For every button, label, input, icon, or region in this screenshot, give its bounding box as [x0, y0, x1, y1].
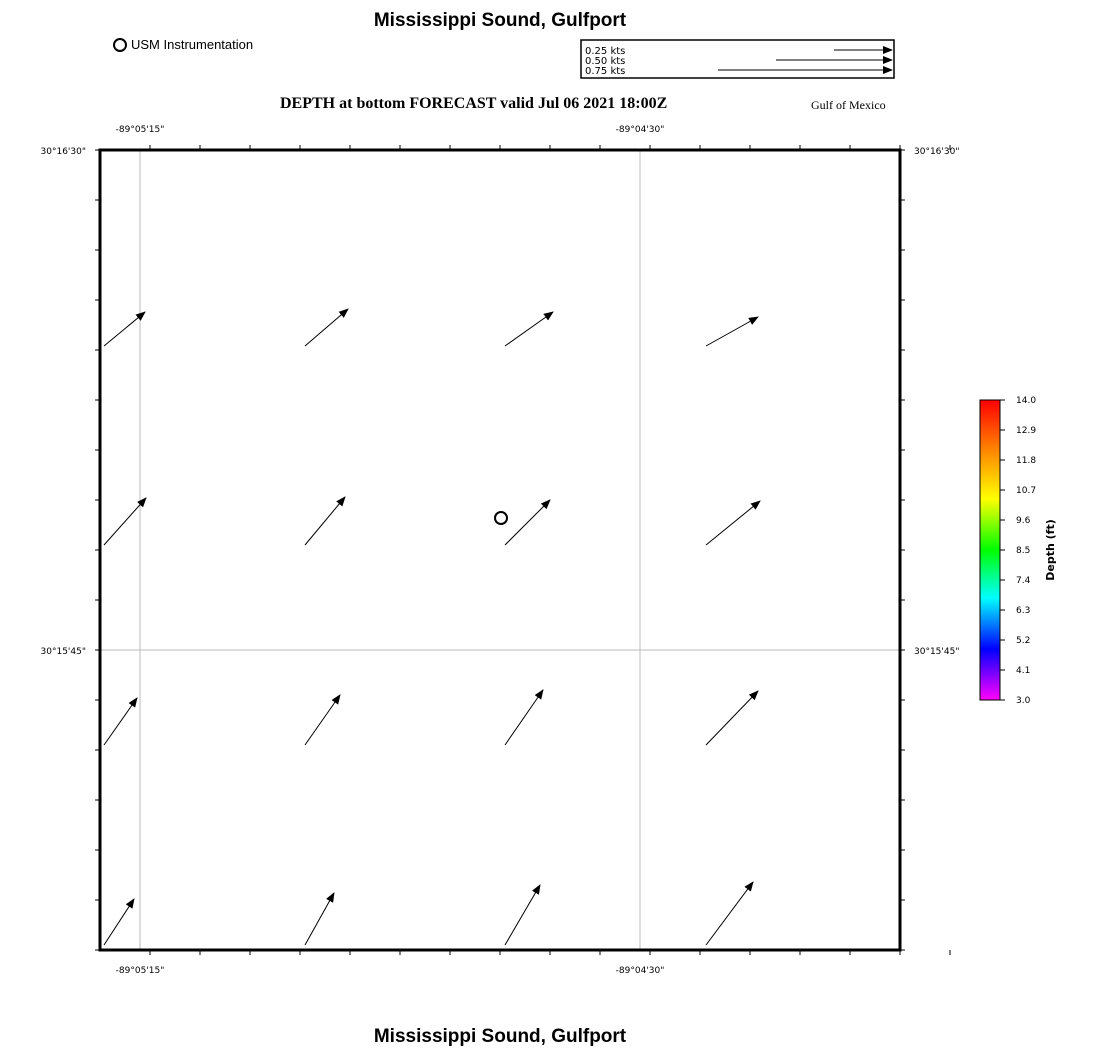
axis-labels — [41, 125, 960, 976]
colorbar-gradient — [980, 400, 1000, 700]
lon-tick-label: -89°05'15" — [115, 966, 165, 976]
speed-scale-box — [581, 40, 894, 78]
region-label: Gulf of Mexico — [811, 98, 886, 112]
usm-instrument-station-icon — [495, 512, 507, 524]
speed-scale-label: 0.75 kts — [585, 66, 626, 77]
map-frame — [100, 150, 900, 950]
speed-scale-label: 0.50 kts — [585, 56, 626, 67]
colorbar-tick-label: 4.1 — [1016, 666, 1031, 676]
colorbar-tick-label: 12.9 — [1016, 426, 1037, 436]
current-vector-arrow — [505, 885, 540, 945]
current-vector-arrow — [505, 500, 550, 545]
current-vector-arrow — [305, 497, 345, 545]
current-vector-arrow — [305, 309, 348, 346]
colorbar-tick-label: 10.7 — [1016, 486, 1037, 496]
colorbar-tick-label: 9.6 — [1016, 516, 1031, 526]
lat-tick-label: 30°15'45" — [914, 647, 960, 657]
lon-tick-label: -89°04'30" — [615, 125, 665, 135]
current-vector-arrow — [104, 899, 134, 945]
lat-tick-label: 30°15'45" — [40, 647, 86, 657]
speed-scale-label: 0.25 kts — [585, 46, 626, 57]
lon-tick-label: -89°04'30" — [615, 966, 665, 976]
instrument-legend-label: USM Instrumentation — [131, 37, 254, 52]
lat-tick-label: 30°16'30" — [40, 147, 86, 157]
current-vector-arrow — [706, 501, 760, 545]
current-vectors — [104, 309, 760, 945]
colorbar-tick-label: 11.8 — [1016, 456, 1037, 466]
colorbar-tick-label: 3.0 — [1016, 696, 1031, 706]
map-title: Mississippi Sound, Gulfport — [373, 10, 627, 31]
current-vector-arrow — [305, 893, 334, 945]
colorbar-tick-label: 5.2 — [1016, 636, 1031, 646]
current-vector-arrow — [706, 317, 758, 346]
map-footer-title: Mississippi Sound, Gulfport — [373, 1026, 627, 1047]
depth-colorbar — [980, 396, 1057, 706]
lat-tick-label: 30°16'30" — [914, 147, 960, 157]
colorbar-tick-label: 14.0 — [1016, 396, 1037, 406]
current-vector-arrow — [505, 312, 553, 346]
current-vector-arrow — [706, 691, 758, 745]
colorbar-tick-label: 8.5 — [1016, 546, 1031, 556]
colorbar-tick-label: 7.4 — [1016, 576, 1031, 586]
lon-tick-label: -89°05'15" — [115, 125, 165, 135]
colorbar-tick-label: 6.3 — [1016, 606, 1031, 616]
current-vector-arrow — [104, 312, 145, 346]
colorbar-label: Depth (ft) — [1044, 519, 1057, 581]
current-vector-arrow — [104, 698, 137, 745]
current-vector-arrow — [305, 695, 340, 745]
current-vector-arrow — [505, 690, 543, 745]
graticule — [100, 150, 900, 950]
speed-scale-legend — [581, 40, 894, 78]
frame-ticks — [95, 145, 950, 955]
current-vector-arrow — [706, 882, 753, 945]
forecast-subtitle: DEPTH at bottom FORECAST valid Jul 06 2021 18:00Z — [280, 95, 668, 112]
